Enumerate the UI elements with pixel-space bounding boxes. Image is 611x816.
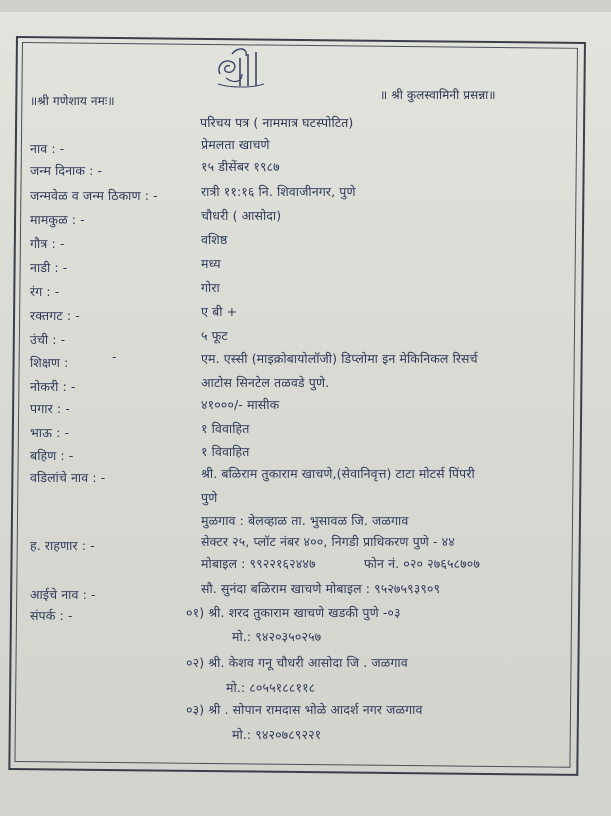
field-value: ५ फूट — [201, 328, 228, 343]
residence-address: सेक्टर २५, प्लॉट नंबर ४००, निगडी प्राधिकरण पुणे - ४४ — [201, 534, 455, 549]
field-value: श्री. बळिराम तुकाराम खाचणे,(सेवानिवृत्त) टाटा मोटर्स पिंपरी — [201, 466, 475, 481]
father-native-place: मुळगाव : बेलव्हाळ ता. भुसावळ जि. जळगाव — [201, 513, 409, 528]
field-label: रक्तगट : - — [30, 308, 80, 323]
field-label: शिक्षण : — [30, 355, 69, 370]
contact-3-line: ०३) श्री . सोपान रामदास भोळे आदर्श नगर जळगाव — [186, 702, 423, 717]
contact-1-mobile: मो.: ९४२०३५०२५७ — [232, 629, 322, 644]
contact-2-mobile: मो.: ८०५५१८८११८ — [226, 680, 316, 695]
field-label: जन्म दिनाक : - — [30, 163, 103, 178]
field-value: १ विवाहित — [201, 444, 250, 459]
residence-mobile: मोबाइल : ९९२२१६२४४७ — [201, 556, 316, 571]
residence-phone: फोन नं. ०२० २७६५८७०७ — [364, 556, 480, 571]
mother-label: आईचे नाव : - — [30, 587, 96, 602]
mother-value: सौ. सुनंदा बळिराम खाचणे मोबाइल : ९५२७५९३९०९ — [201, 581, 441, 596]
field-value: ए बी + — [201, 304, 238, 319]
document-title: परिचय पत्र ( नाममात्र घटस्पोटित) — [200, 115, 354, 130]
field-label: पगार : - — [30, 401, 70, 416]
field-value: गोरा — [201, 280, 220, 295]
field-value: चौधरी ( आसोदा) — [201, 208, 282, 223]
field-value: एम. एस्सी (माइक्रोबायोलॉजी) डिप्लोमा इन मेकिनिकल रिसर्च — [201, 351, 478, 366]
field-label: उंची : - — [30, 332, 66, 347]
education-dash: - — [112, 350, 117, 364]
field-value: ४१०००/- मासीक — [201, 397, 280, 412]
residence-label: ह. राहणार : - — [30, 538, 95, 553]
invocation-right: ॥ श्री कुलस्वामिनी प्रसन्ना॥ — [380, 88, 496, 102]
father-line2: पुणे — [201, 490, 218, 505]
field-value: १ विवाहित — [201, 421, 250, 436]
page-top-edge — [0, 0, 611, 12]
field-value: आटोस सिनटेल तळवडे पुणे. — [201, 375, 330, 390]
field-value: वशिष्ठ — [201, 232, 228, 247]
contact-2-line: ०२) श्री. केशव गनू चौधरी आसोदा जि . जळगाव — [186, 655, 408, 670]
contact-3-mobile: मो.: ९४२०७८९२२१ — [232, 727, 322, 742]
field-label: भाऊ : - — [30, 425, 70, 440]
contact-label: संपर्क : - — [30, 608, 73, 623]
invocation-left: ॥श्री गणेशाय नमः॥ — [30, 94, 115, 108]
contact-1-line: ०१) श्री. शरद तुकाराम खाचणे खडकी पुणे -०३ — [186, 605, 401, 620]
field-label: रंग : - — [30, 284, 60, 299]
field-label: बहिण : - — [30, 448, 74, 463]
field-label: नोकरी : - — [30, 379, 76, 394]
field-label: गौत्र : - — [30, 236, 65, 251]
field-value: १५ डीसेंबर १९८७ — [201, 159, 280, 174]
field-value: मध्य — [201, 256, 221, 271]
field-label: नाव : - — [30, 141, 65, 156]
field-value: प्रेमलता खाचणे — [201, 137, 270, 152]
field-label: जन्मवेळ व जन्म ठिकाण : - — [30, 188, 158, 203]
shree-logo-icon — [212, 44, 270, 90]
field-label: वडिलांचे नाव : - — [30, 470, 106, 485]
field-value: रात्री ११:१६ नि. शिवाजीनगर, पुणे — [201, 184, 356, 199]
field-label: नाडी : - — [30, 260, 68, 275]
field-label: मामकुळ : - — [30, 212, 85, 227]
